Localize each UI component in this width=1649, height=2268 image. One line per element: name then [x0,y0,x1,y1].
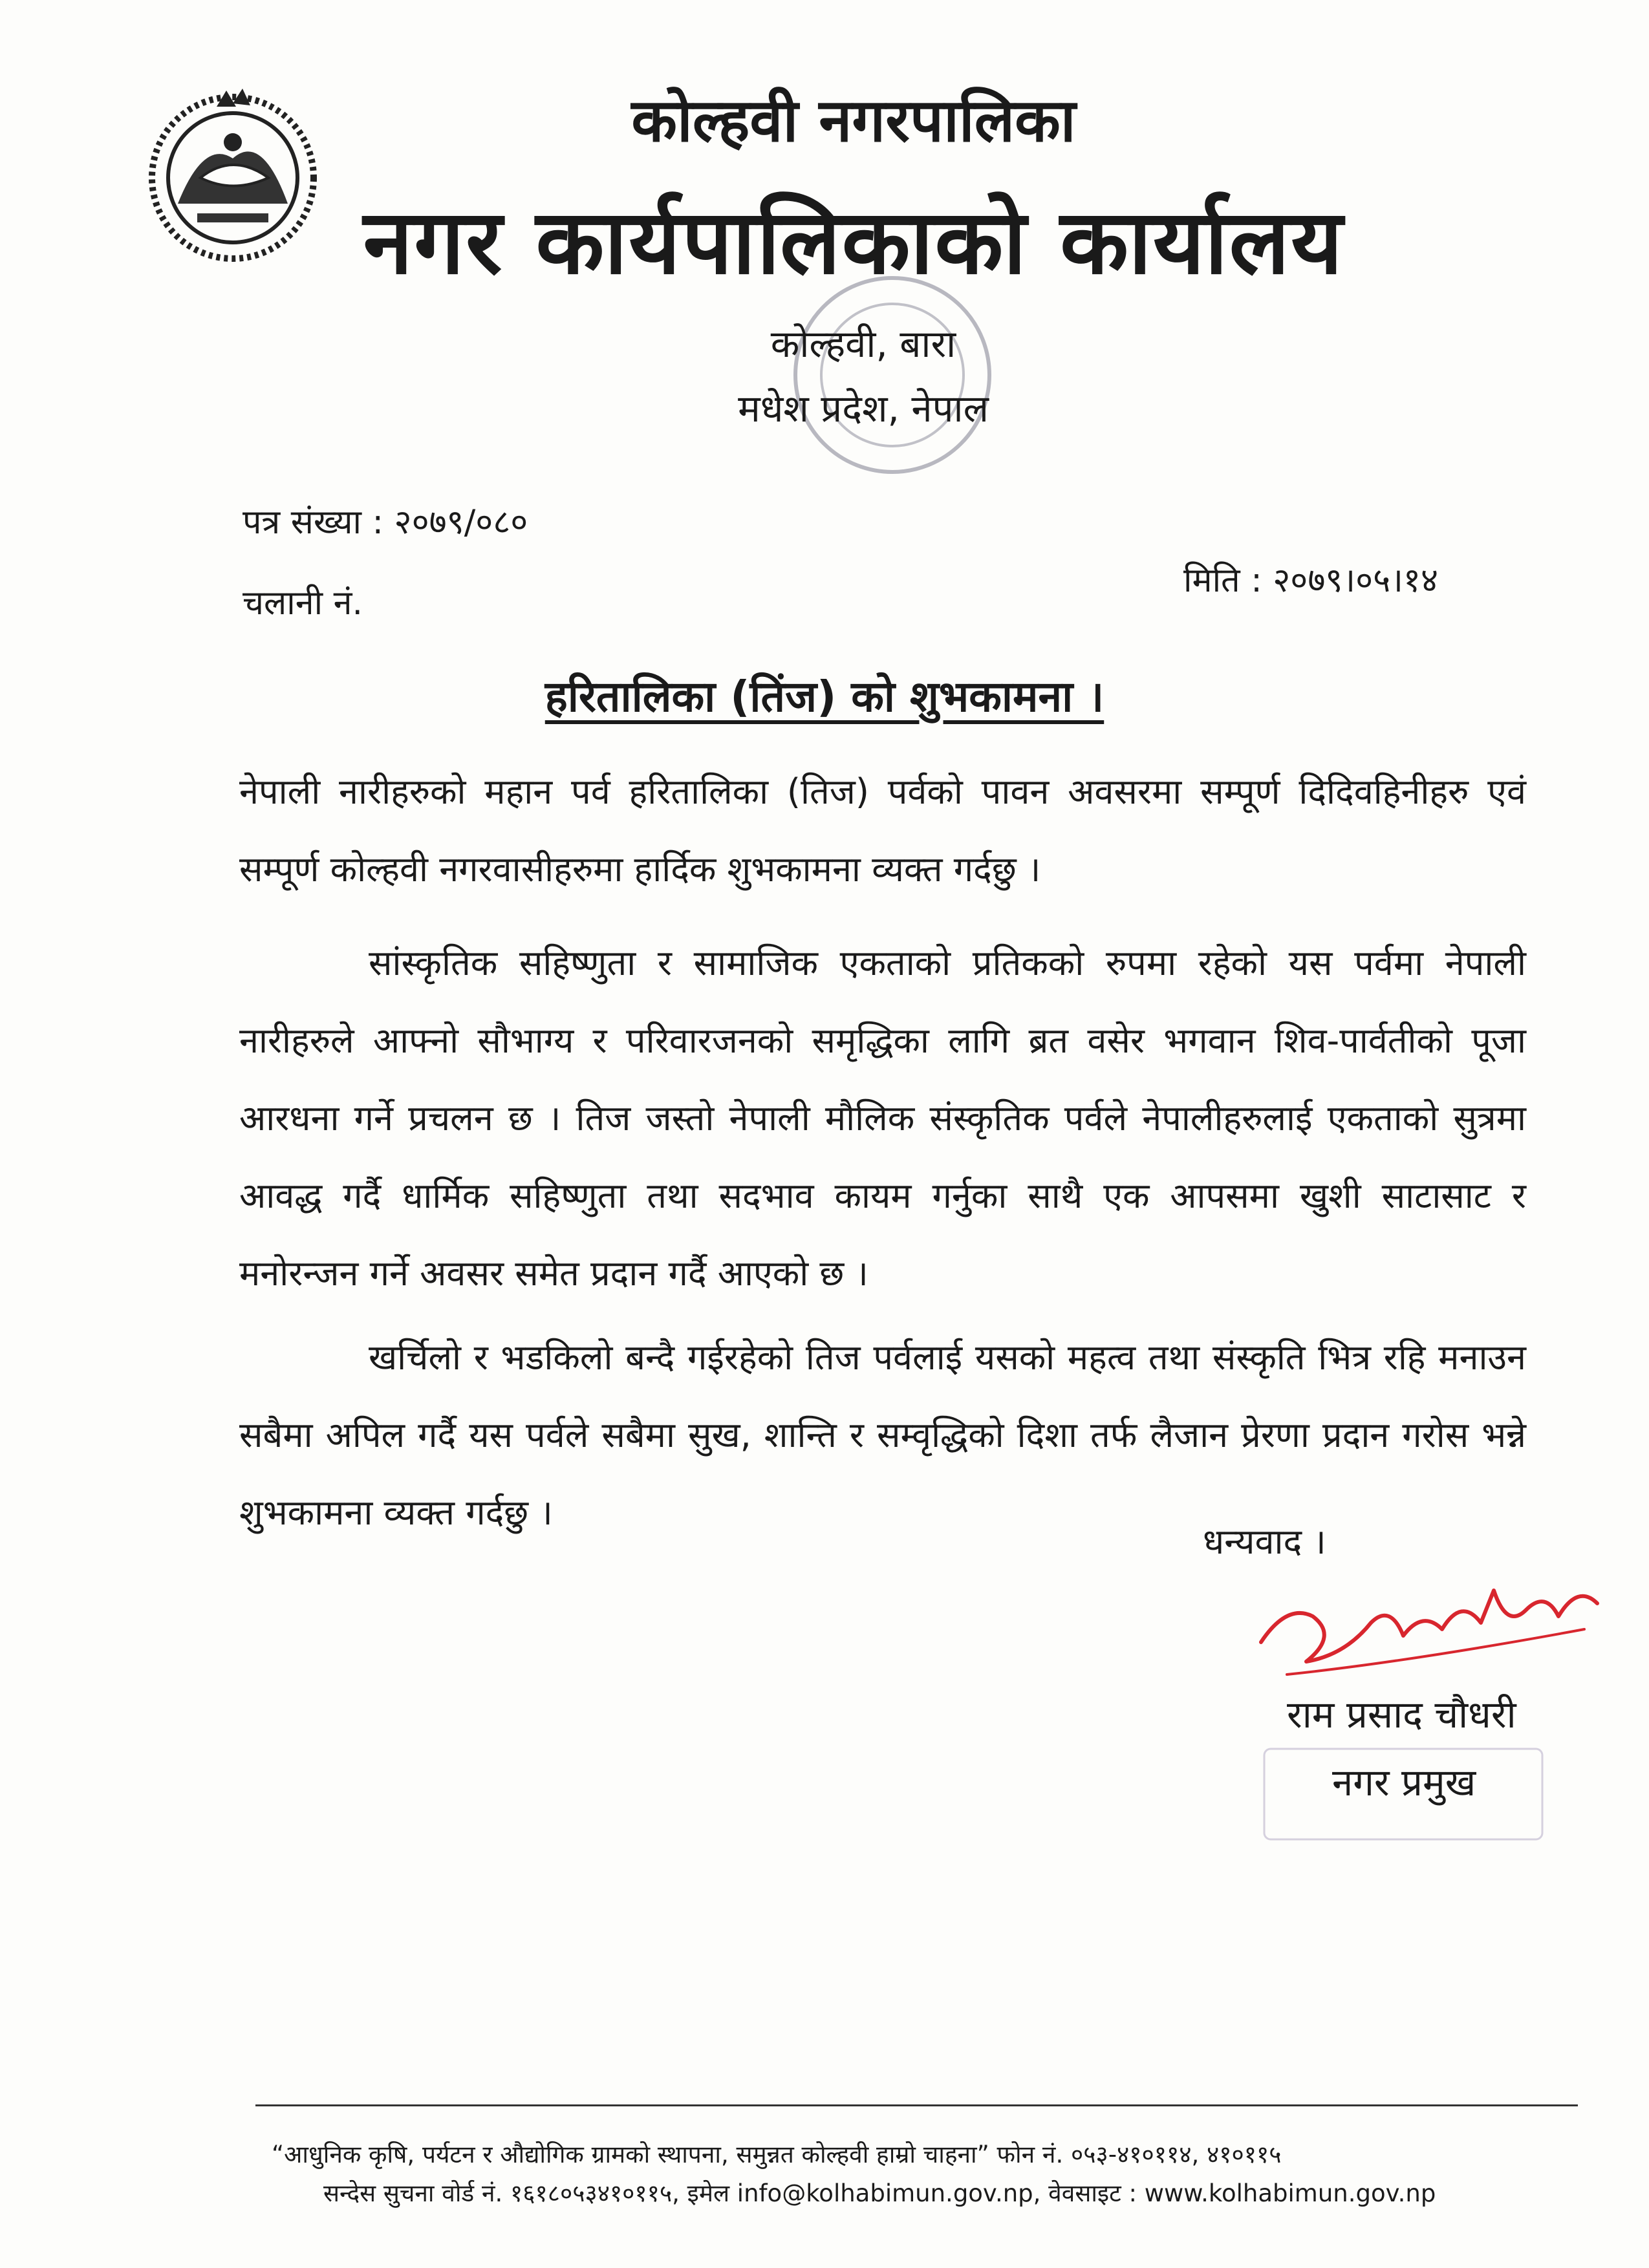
letter-date: मिति : २०७९।०५।१४ [1183,561,1438,600]
dispatch-number: चलानी नं. [242,584,363,623]
municipality-name: कोल्हवी नगरपालिका [631,86,1076,155]
address-line-2: मधेश प्रदेश, नेपाल [738,387,989,431]
handwritten-signature [1248,1565,1610,1694]
footer-divider [255,2104,1578,2106]
office-seal-stamp [763,265,1022,485]
closing-thanks: धन्यवाद । [1203,1521,1326,1562]
subject-heading [0,666,1649,724]
body-paragraph-2: सांस्कृतिक सहिष्णुता र सामाजिक एकताको प्रतिकको रुपमा रहेको यस पर्वमा नेपाली नारीहरुले आफ्नो सौभाग्य र परिवारजनको समृद्धिका लागि ब्रत वसेर भगवान शिव-पार्वतीको पूजा आरधना गर्ने प्रचलन छ । तिज जस्तो नेपाली मौलिक संस्कृतिक पर्वले नेपालीहरुलाई एकताको सुत्रमा आवद्ध गर्दै धार्मिक सहिष्णुता तथा सदभाव कायम गर्नुका साथै एक आपसमा खुशी साटासाट र मनोरन्जन गर्ने अवसर समेत प्रदान गर्दै आएको छ । [239,943,1526,1294]
subject-text: हरितालिका (तिंज) को शुभकामना । [544,672,1105,722]
address-line-1: कोल्हवी, बारा [770,322,956,366]
signatory-role: नगर प्रमुख [1332,1760,1476,1804]
body-paragraph-1: नेपाली नारीहरुको महान पर्व हरितालिका (तिज) पर्वको पावन अवसरमा सम्पूर्ण दिदिवहिनीहरु एवं सम्पूर्ण कोल्हवी नगरवासीहरुमा हार्दिक शुभकामना व्यक्त गर्दछु । [239,771,1526,890]
footer-slogan-phone: “आधुनिक कृषि, पर्यटन र औद्योगिक ग्रामको स्थापना, समुन्नत कोल्हवी हाम्रो चाहना” फोन नं. ०५३-४१०११४, ४१०११५ [272,2141,1282,2168]
body-paragraph-3: खर्चिलो र भडकिलो बन्दै गईरहेको तिज पर्वलाई यसको महत्व तथा संस्कृति भित्र रहि मनाउन सबैमा अपिल गर्दै यस पर्वले सबैमा सुख, शान्ति र सम्वृद्धिको दिशा तर्फ लैजान प्रेरणा प्रदान गरोस भन्ने शुभकामना व्यक्त गर्दछु । [239,1337,1526,1533]
office-title: नगर कार्यपालिकाको कार्यालय [363,190,1344,294]
signatory-name: राम प्रसाद चौधरी [1287,1693,1516,1737]
footer-contact: सन्देस सुचना वोर्ड नं. १६१८०५३४१०११५, इमेल info@kolhabimun.gov.np, वेवसाइट : www.kolhabimun.gov.np [323,2179,1436,2207]
letter-number: पत्र संख्या : २०७९/०८० [242,503,528,542]
